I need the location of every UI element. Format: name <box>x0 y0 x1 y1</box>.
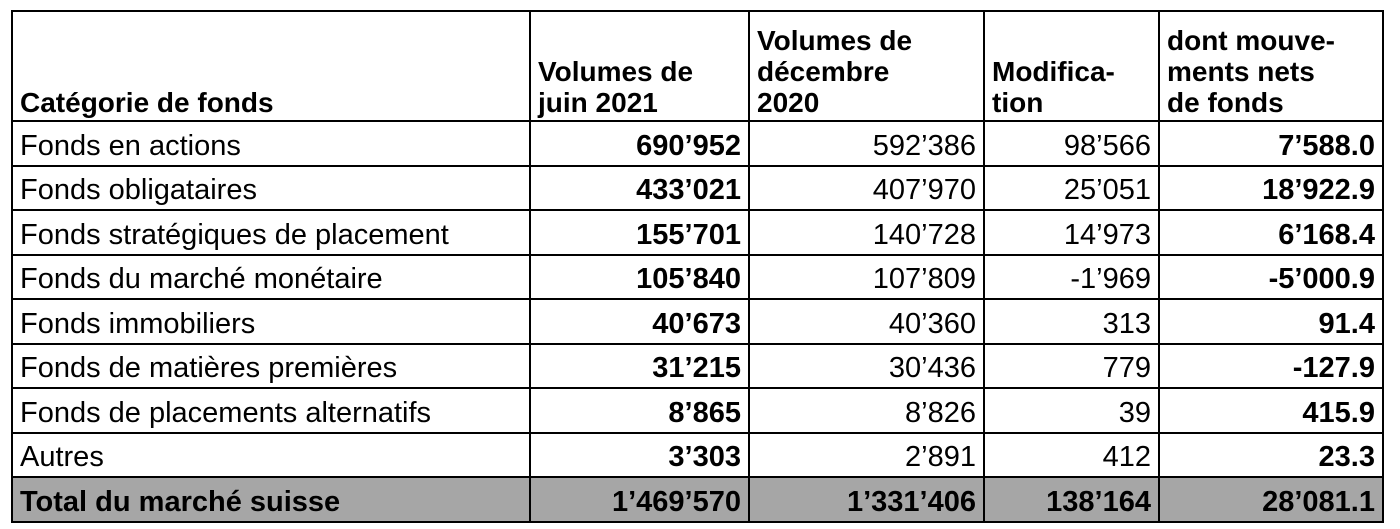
header-net-flows: dont mouve- ments nets de fonds <box>1159 11 1383 121</box>
net-flows-cell: 23.3 <box>1159 433 1383 478</box>
volume-june-2021-cell: 433’021 <box>530 166 749 211</box>
category-cell: Fonds de matières premières <box>12 344 530 389</box>
header-volume-june-2021 <box>530 11 749 121</box>
volume-june-2021-cell: 8’865 <box>530 388 749 433</box>
table-row <box>12 166 1383 211</box>
category-cell: Fonds de placements alternatifs <box>12 388 530 433</box>
change-cell: 313 <box>984 299 1159 344</box>
table-row <box>12 299 1383 344</box>
volume-december-2020-cell: 107’809 <box>749 255 984 300</box>
category-cell: Fonds du marché monétaire <box>12 255 530 300</box>
volume-december-2020-cell: 30’436 <box>749 344 984 389</box>
category-cell: Autres <box>12 433 530 478</box>
volume-december-2020-cell: 592’386 <box>749 121 984 166</box>
table-row <box>12 433 1383 478</box>
volume-june-2021-cell: 690’952 <box>530 121 749 166</box>
total-change-cell: 138’164 <box>984 477 1159 522</box>
total-volume-december-2020-cell: 1’331’406 <box>749 477 984 522</box>
volume-december-2020-cell: 407’970 <box>749 166 984 211</box>
category-cell: Fonds obligataires <box>12 166 530 211</box>
volume-december-2020-cell: 140’728 <box>749 210 984 255</box>
table-row <box>12 255 1383 300</box>
header-category: Catégorie de fonds <box>12 11 530 121</box>
volume-june-2021-cell: 3’303 <box>530 433 749 478</box>
change-cell: 25’051 <box>984 166 1159 211</box>
net-flows-cell: -127.9 <box>1159 344 1383 389</box>
fund-volumes-table <box>11 10 1384 523</box>
category-cell: Fonds immobiliers <box>12 299 530 344</box>
category-cell: Fonds en actions <box>12 121 530 166</box>
total-row <box>12 477 1383 522</box>
change-cell: 98’566 <box>984 121 1159 166</box>
volume-june-2021-cell: 105’840 <box>530 255 749 300</box>
change-cell: 779 <box>984 344 1159 389</box>
net-flows-cell: 91.4 <box>1159 299 1383 344</box>
volume-june-2021-cell: 40’673 <box>530 299 749 344</box>
volume-december-2020-cell: 8’826 <box>749 388 984 433</box>
volume-december-2020-cell: 2’891 <box>749 433 984 478</box>
net-flows-cell: 18’922.9 <box>1159 166 1383 211</box>
total-category-cell: Total du marché suisse <box>12 477 530 522</box>
header-volume-june-2021-label: Volumes de juin 2021 <box>538 56 694 118</box>
volume-june-2021-cell: 31’215 <box>530 344 749 389</box>
header-volume-december-2020-label: Volumes de décembre 2020 <box>757 25 913 118</box>
net-flows-cell: 415.9 <box>1159 388 1383 433</box>
table-row <box>12 210 1383 255</box>
change-cell: 39 <box>984 388 1159 433</box>
table-row <box>12 121 1383 166</box>
header-change: Modifica- tion <box>984 11 1159 121</box>
total-net-flows-cell: 28’081.1 <box>1159 477 1383 522</box>
change-cell: 412 <box>984 433 1159 478</box>
change-cell: 14’973 <box>984 210 1159 255</box>
header-row <box>12 11 1383 121</box>
change-cell: -1’969 <box>984 255 1159 300</box>
table-row <box>12 344 1383 389</box>
net-flows-cell: 6’168.4 <box>1159 210 1383 255</box>
volume-june-2021-cell: 155’701 <box>530 210 749 255</box>
total-volume-june-2021-cell: 1’469’570 <box>530 477 749 522</box>
net-flows-cell: -5’000.9 <box>1159 255 1383 300</box>
volume-december-2020-cell: 40’360 <box>749 299 984 344</box>
category-cell: Fonds stratégiques de placement <box>12 210 530 255</box>
header-volume-december-2020 <box>749 11 984 121</box>
net-flows-cell: 7’588.0 <box>1159 121 1383 166</box>
table-row <box>12 388 1383 433</box>
